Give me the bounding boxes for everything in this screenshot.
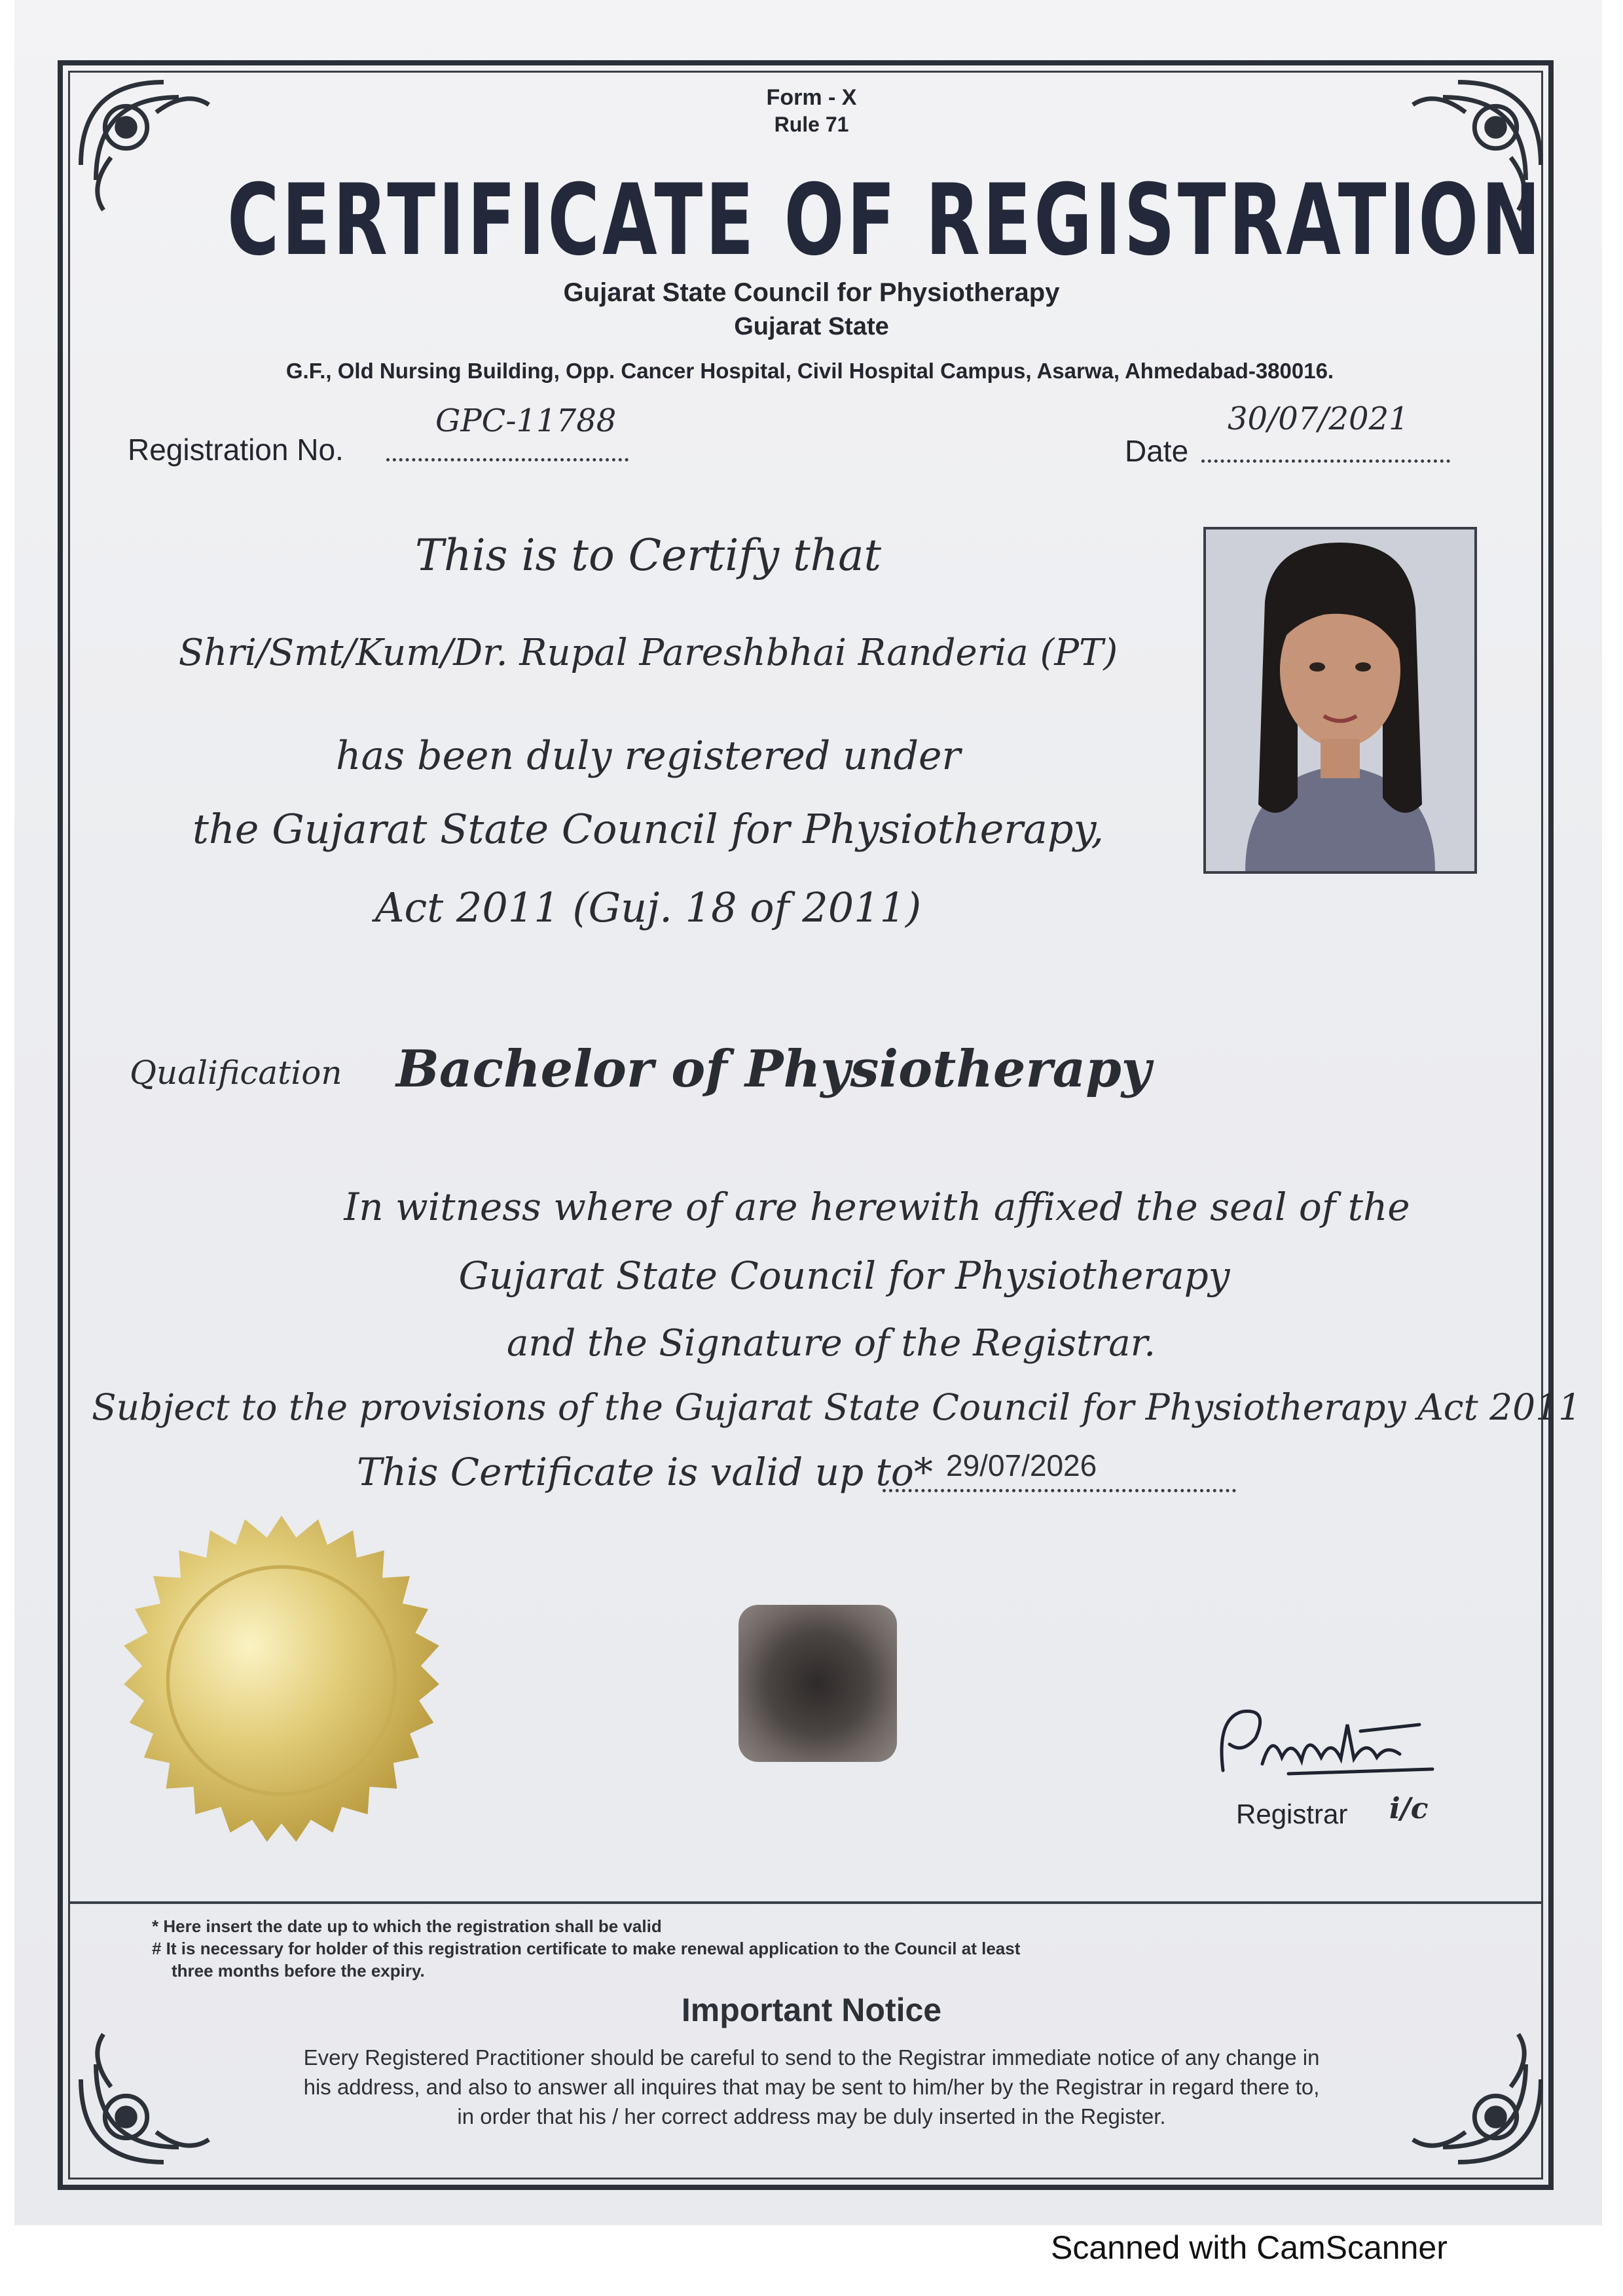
- valid-date-value: 29/07/2026: [946, 1448, 1097, 1482]
- security-hologram: [739, 1605, 897, 1762]
- act-line-2: Act 2011 (Guj. 18 of 2011): [374, 884, 922, 931]
- valid-label: [357, 1450, 933, 1494]
- camscanner-watermark: Scanned with CamScanner: [1051, 2229, 1448, 2266]
- valid-date-dotted-line: [883, 1489, 1236, 1492]
- notice-line-3: in order that his / her correct address may be duly inserted in the Register.: [457, 2104, 1166, 2128]
- council-name: Gujarat State Council for Physiotherapy: [563, 278, 1060, 307]
- council-address: G.F., Old Nursing Building, Opp. Cancer Hospital, Civil Hospital Campus, Asarwa, Ahmedabad-380016.: [285, 359, 1334, 383]
- footnote-1: * Here insert the date up to which the registration shall be valid: [152, 1916, 662, 1936]
- certify-line: This is to Certify that: [414, 530, 881, 581]
- important-notice-heading: Important Notice: [681, 1992, 942, 2028]
- registration-number-label: Registration No.: [128, 433, 344, 467]
- date-dotted-line: [1201, 459, 1450, 463]
- certificate-title: CERTIFICATE OF REGISTRATION: [227, 164, 1544, 278]
- footer-divider: [68, 1901, 1543, 1904]
- state-name: Gujarat State: [734, 313, 889, 340]
- footnote-2: # It is necessary for holder of this registration certificate to make renewal application to the Council at least: [152, 1939, 1021, 1958]
- valid-label-asterisk: *: [913, 1450, 933, 1494]
- registrar-label: Registrar: [1236, 1799, 1348, 1829]
- form-number: Form - X: [766, 85, 857, 110]
- qualification-value: Bachelor of Physiotherapy: [396, 1039, 1152, 1099]
- holder-name-line: Shri/Smt/Kum/Dr. Rupal Pareshbhai Randeria (PT): [178, 632, 1118, 674]
- gold-seal-icon: [98, 1512, 465, 1878]
- subject-line: Subject to the provisions of the Gujarat State Council for Physiotherapy Act 2011: [92, 1386, 1582, 1428]
- date-label: Date: [1125, 434, 1189, 468]
- qualification-label: Qualification: [130, 1054, 342, 1092]
- witness-line-1: In witness where of are herewith affixed the seal of the: [344, 1185, 1410, 1229]
- date-value: 30/07/2021: [1228, 401, 1409, 437]
- registration-number-value: GPC-11788: [435, 403, 617, 439]
- witness-line-2: Gujarat State Council for Physiotherapy: [458, 1253, 1230, 1298]
- act-line-1: the Gujarat State Council for Physiotherapy,: [192, 805, 1104, 853]
- witness-line-3: and the Signature of the Registrar.: [506, 1322, 1156, 1365]
- notice-line-2: his address, and also to answer all inquires that may be sent to him/her by the Registrar in regard there to,: [303, 2075, 1320, 2099]
- notice-line-1: Every Registered Practitioner should be careful to send to the Registrar immediate notice of any change in: [303, 2045, 1320, 2070]
- footnote-3: three months before the expiry.: [172, 1961, 425, 1981]
- registered-line: has been duly registered under: [335, 733, 961, 779]
- registrar-incharge-mark: i/c: [1389, 1792, 1429, 1825]
- registrar-signature-icon: [1210, 1692, 1446, 1784]
- valid-label-text: This Certificate is valid up to: [357, 1450, 914, 1494]
- registration-number-dotted-line: [386, 458, 629, 461]
- rule-number: Rule 71: [774, 113, 849, 136]
